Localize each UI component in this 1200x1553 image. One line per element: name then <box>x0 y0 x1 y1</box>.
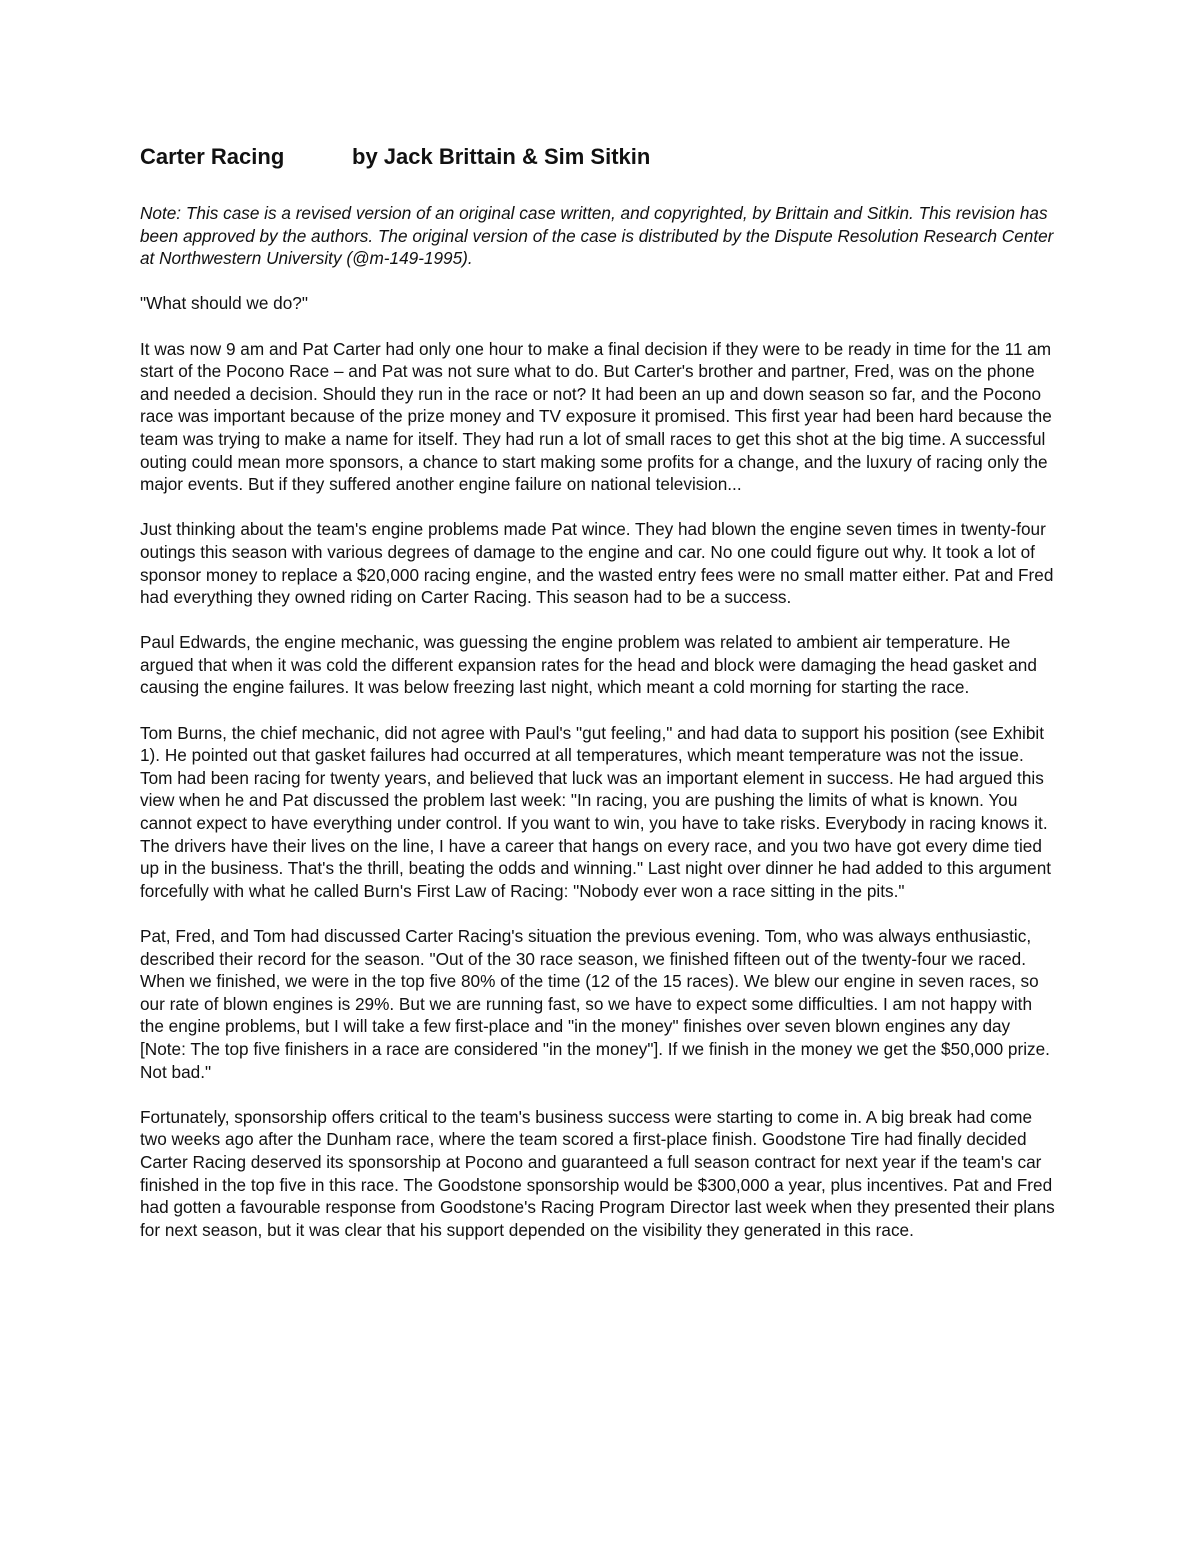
title-row <box>140 140 1060 174</box>
paragraph-tom-burns: Tom Burns, the chief mechanic, did not agree with Paul's "gut feeling," and had data to support his position (see Exhibit 1). He pointed out that gasket failures had occurred at all temperatures, which meant temperature was not the issue. Tom had been racing for twenty years, and believed that luck was an important element in success. He had argued this view when he and Pat discussed the problem last week: "In racing, you are pushing the limits of what is known. You cannot expect to have everything under control. If you want to win, you have to take risks. Everybody in racing knows it. The drivers have their lives on the line, I have a career that hangs on every race, and you two have got every dime tied up in the business. That's the thrill, beating the odds and winning." Last night over dinner he had added to this argument forcefully with what he called Burn's First Law of Racing: "Nobody ever won a race sitting in the pits." <box>140 722 1052 901</box>
paragraph-engine-problems: Just thinking about the team's engine problems made Pat wince. They had blown the engine seven times in twenty-four outings this season with various degrees of damage to the engine and car. No one could figure out why. It took a lot of sponsor money to replace a $20,000 racing engine, and the wasted entry fees were no small matter either. Pat and Fred had everything they owned riding on Carter Racing. This season had to be a success. <box>140 519 1054 608</box>
case-note: Note: This case is a revised version of an original case written, and copyrighted, by Brittain and Sitkin. This revision has been approved by the authors. The original version of the case is distributed by the Dispute Resolution Research Center at Northwestern University (@m-149-1995). <box>140 203 1054 269</box>
document-page <box>140 140 1060 1264</box>
paragraph-season-record: Pat, Fred, and Tom had discussed Carter Racing's situation the previous evening. Tom, who was always enthusiastic, described their record for the season. "Out of the 30 race season, we finished fifteen out of the twenty-four we raced. When we finished, we were in the top five 80% of the time (12 of the 15 races). We blew our engine in seven races, so our rate of blown engines is 29%. But we are running fast, so we have to expect some difficulties. I am not happy with the engine problems, but I will take a few first-place and "in the money" finishes over seven blown engines any day [Note: The top five finishers in a race are considered "in the money"]. If we finish in the money we get the $50,000 prize. Not bad." <box>140 926 1050 1082</box>
paragraph-paul-edwards: Paul Edwards, the engine mechanic, was guessing the engine problem was related to ambient air temperature. He argued that when it was cold the different expansion rates for the head and block were damaging the head gasket and causing the engine failures. It was below freezing last night, which meant a cold morning for starting the race. <box>140 632 1037 698</box>
paragraph-sponsorship: Fortunately, sponsorship offers critical to the team's business success were starting to come in. A big break had come two weeks ago after the Dunham race, where the team scored a first-place finish. Goodstone Tire had finally decided Carter Racing deserved its sponsorship at Pocono and guaranteed a full season contract for next year if the team's car finished in the top five in this race. The Goodstone sponsorship would be $300,000 a year, plus incentives. Pat and Fred had gotten a favourable response from Goodstone's Racing Program Director last week when they presented their plans for next season, but it was clear that his support depended on the visibility they generated in this race. <box>140 1106 1055 1240</box>
document-authors: by Jack Brittain & Sim Sitkin <box>352 144 651 169</box>
opening-quote: "What should we do?" <box>140 293 308 314</box>
document-title: Carter Racing <box>140 144 285 169</box>
paragraph-decision: It was now 9 am and Pat Carter had only one hour to make a final decision if they were to be ready in time for the 11 am start of the Pocono Race – and Pat was not sure what to do. But Carter's brother and partner, Fred, was on the phone and needed a decision. Should they run in the race or not? It had been an up and down season so far, and the Pocono race was important because of the prize money and TV exposure it promised. This first year had been hard because the team was trying to make a name for itself. They had run a lot of small races to get this shot at the big time. A successful outing could mean more sponsors, a chance to start making some profits for a change, and the luxury of racing only the major events. But if they suffered another engine failure on national television... <box>140 338 1052 495</box>
